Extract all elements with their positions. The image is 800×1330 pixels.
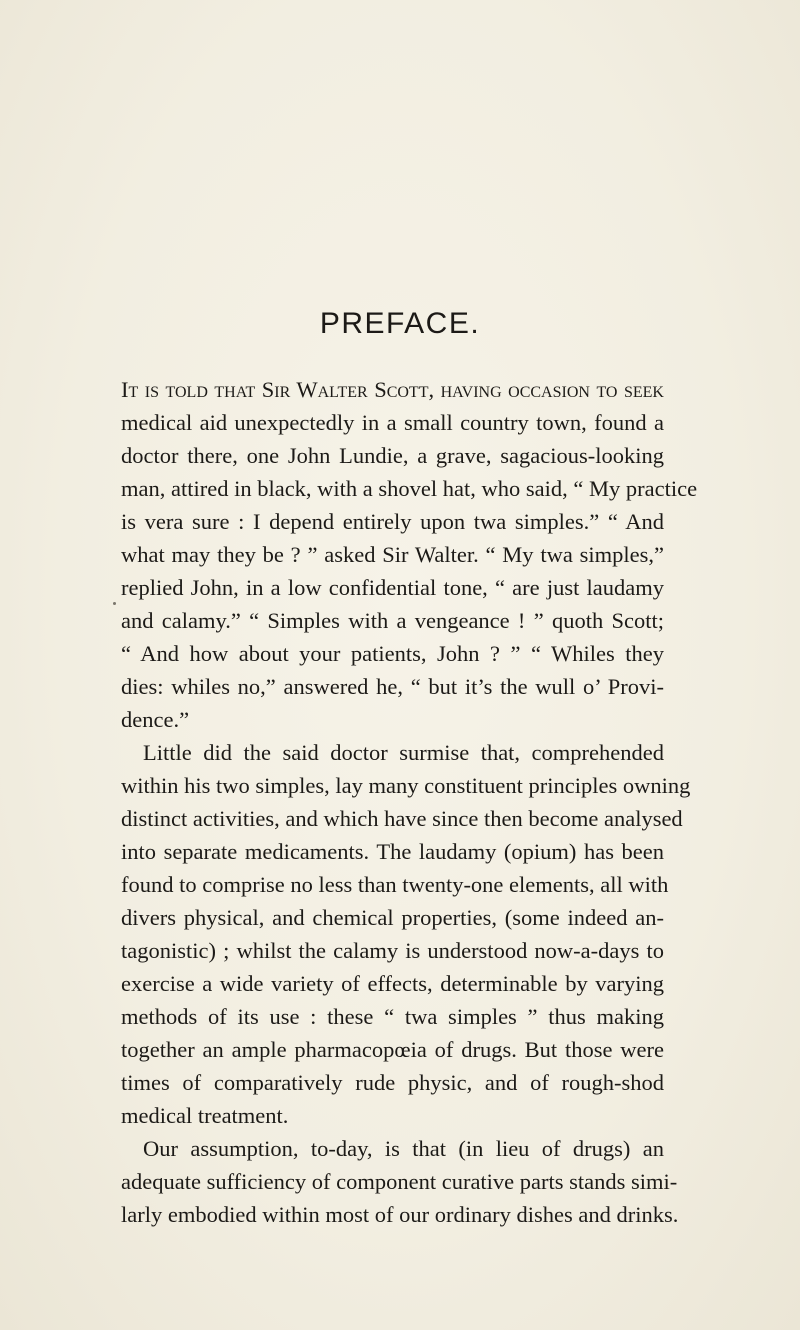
text-line: doctor there, one John Lundie, a grave, sagacious-looking — [121, 443, 664, 468]
text-line: man, attired in black, with a shovel hat, who said, “ My practice — [121, 476, 698, 501]
text-line: dies: whiles no,” answered he, “ but it’s the wull o’ Provi- — [121, 674, 664, 699]
preface-text — [121, 373, 698, 1231]
text-line: Little did the said doctor surmise that, comprehended — [143, 740, 664, 765]
text-line: “ And how about your patients, John ? ” “ Whiles they — [121, 641, 664, 666]
text-line: together an ample pharmacopœia of drugs. But those were — [121, 1037, 664, 1062]
ink-speck — [113, 602, 116, 605]
text-line: tagonistic) ; whilst the calamy is understood now-a-days to — [121, 938, 664, 963]
page-title: PREFACE. — [319, 307, 481, 340]
text-line: distinct activities, and which have since then become analysed — [121, 806, 683, 831]
text-line: adequate sufficiency of component curative parts stands simi- — [121, 1169, 678, 1194]
text-line: medical aid unexpectedly in a small country town, found a — [121, 410, 664, 435]
text-line: is vera sure : I depend entirely upon twa simples.” “ And — [121, 509, 664, 534]
text-line: into separate medicaments. The laudamy (opium) has been — [121, 839, 664, 864]
text-line: methods of its use : these “ twa simples ” thus making — [121, 1004, 664, 1029]
text-line: larly embodied within most of our ordinary dishes and drinks. — [121, 1202, 679, 1227]
text-line: exercise a wide variety of effects, determinable by varying — [121, 971, 664, 996]
text-line: replied John, in a low confidential tone, “ are just laudamy — [121, 575, 664, 600]
text-line: It is told that Sir Walter Scott, having occasion to seek — [121, 377, 664, 402]
text-line: found to comprise no less than twenty-one elements, all with — [121, 872, 669, 897]
text-line: dence.” — [121, 707, 190, 732]
text-line: and calamy.” “ Simples with a vengeance ! ” quoth Scott; — [121, 608, 664, 633]
text-line: times of comparatively rude physic, and of rough-shod — [121, 1070, 664, 1095]
text-line: medical treatment. — [121, 1103, 289, 1128]
text-line: Our assumption, to-day, is that (in lieu of drugs) an — [143, 1136, 664, 1161]
text-line: what may they be ? ” asked Sir Walter. “ My twa simples,” — [121, 542, 664, 567]
text-line: divers physical, and chemical properties, (some indeed an- — [121, 905, 664, 930]
text-line: within his two simples, lay many constituent principles owning — [121, 773, 691, 798]
